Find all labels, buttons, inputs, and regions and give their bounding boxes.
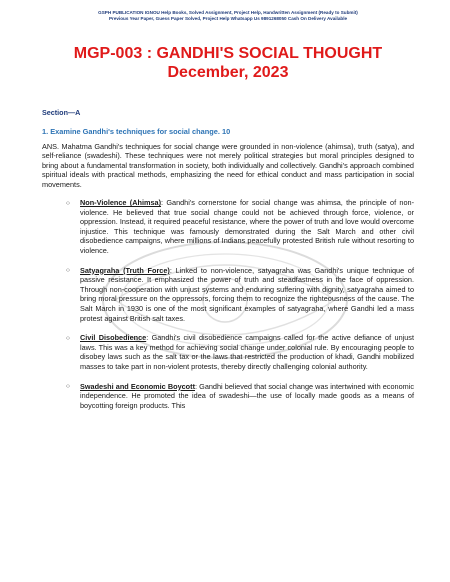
header-line-1: GSPH PUBLICATION IGNOU Help Books, Solved Assignment, Project Help, Handwritten Assignment (Ready to Submit) (98, 10, 358, 15)
list-item-term: Swadeshi and Economic Boycott (80, 381, 195, 391)
title-session: December, 2023 (167, 64, 289, 81)
list-item-text: : Gandhi's cornerstone for social change was ahimsa, the principle of non-violence. He believed that true social change could not be achieved through force, violence, or oppression. Instead, it required peaceful resistance, where the power of truth and love would overcome injustice. This technique was famously demonstrated during the Salt March and other civil disobedience campaigns, where millions of Indians peacefully protested British rule without resorting to violence. (80, 198, 414, 255)
circle-bullet-icon: ○ (66, 199, 70, 207)
question-heading: 1. Examine Gandhi's techniques for social change. 10 (42, 127, 231, 136)
list-item-text: : Gandhi believed that social change was intertwined with economic independence. He promoted the idea of swadeshi—the use of locally made goods as a means of boycotting foreign products. This (80, 381, 414, 410)
list-item-term: Satyagraha (Truth Force) (80, 265, 170, 275)
answer-paragraph (42, 142, 414, 189)
list-item (42, 333, 414, 371)
circle-bullet-icon: ○ (66, 334, 70, 342)
list-item-term: Civil Disobedience (80, 333, 147, 343)
list-item (42, 266, 414, 324)
circle-bullet-icon: ○ (66, 383, 70, 391)
list-item (42, 382, 414, 411)
publisher-header (42, 10, 414, 22)
page-title (42, 44, 414, 82)
list-item-text: : Gandhi's civil disobedience campaigns called for the active defiance of unjust laws. This was a key method for achieving social change under colonial rule. By encouraging people to disobey laws such as the salt tax or the laws that restricted the production of khadi, Gandhi mobilized masses to take part in non-violent protests, thereby directly challenging colonial authority. (80, 333, 414, 371)
list-item (42, 198, 414, 256)
list-item-text: : Linked to non-violence, satyagraha was Gandhi's unique technique of passive resistance. It emphasized the power of truth and steadfastness in the face of oppression. Through non-cooperation with unjust systems and enduring suffering with dignity, satyagraha aimed to bring moral pressure on the oppressors, forcing them to recognize the righteousness of the cause. The Salt March in 1930 is one of the most significant examples of satyagraha, where Gandhi led a mass protest against British salt taxes. (80, 265, 414, 323)
title-course: MGP-003 : GANDHI'S SOCIAL THOUGHT (73, 45, 383, 62)
technique-list (42, 198, 414, 410)
list-item-term: Non-Violence (Ahimsa) (80, 198, 162, 208)
answer-text: Mahatma Gandhi's techniques for social change were grounded in non-violence (ahimsa), truth (satya), and self-reliance (swadeshi). These techniques were not merely political strategies but moral principles designed to bring about a fundamental transformation in society, both individually and collectively. Gandhi's approach combined spiritual ideals with practical methods, emphasizing the need for ethical conduct and mass participation in social movements. (42, 142, 414, 189)
circle-bullet-icon: ○ (66, 267, 70, 275)
section-heading: Section—A (42, 108, 81, 117)
header-line-2: Previous Year Paper, Guess Paper Solved, Project Help Whatsapp Us 9891268050 Cash On Delivery Available (108, 16, 348, 21)
answer-prefix: ANS. (42, 142, 60, 151)
